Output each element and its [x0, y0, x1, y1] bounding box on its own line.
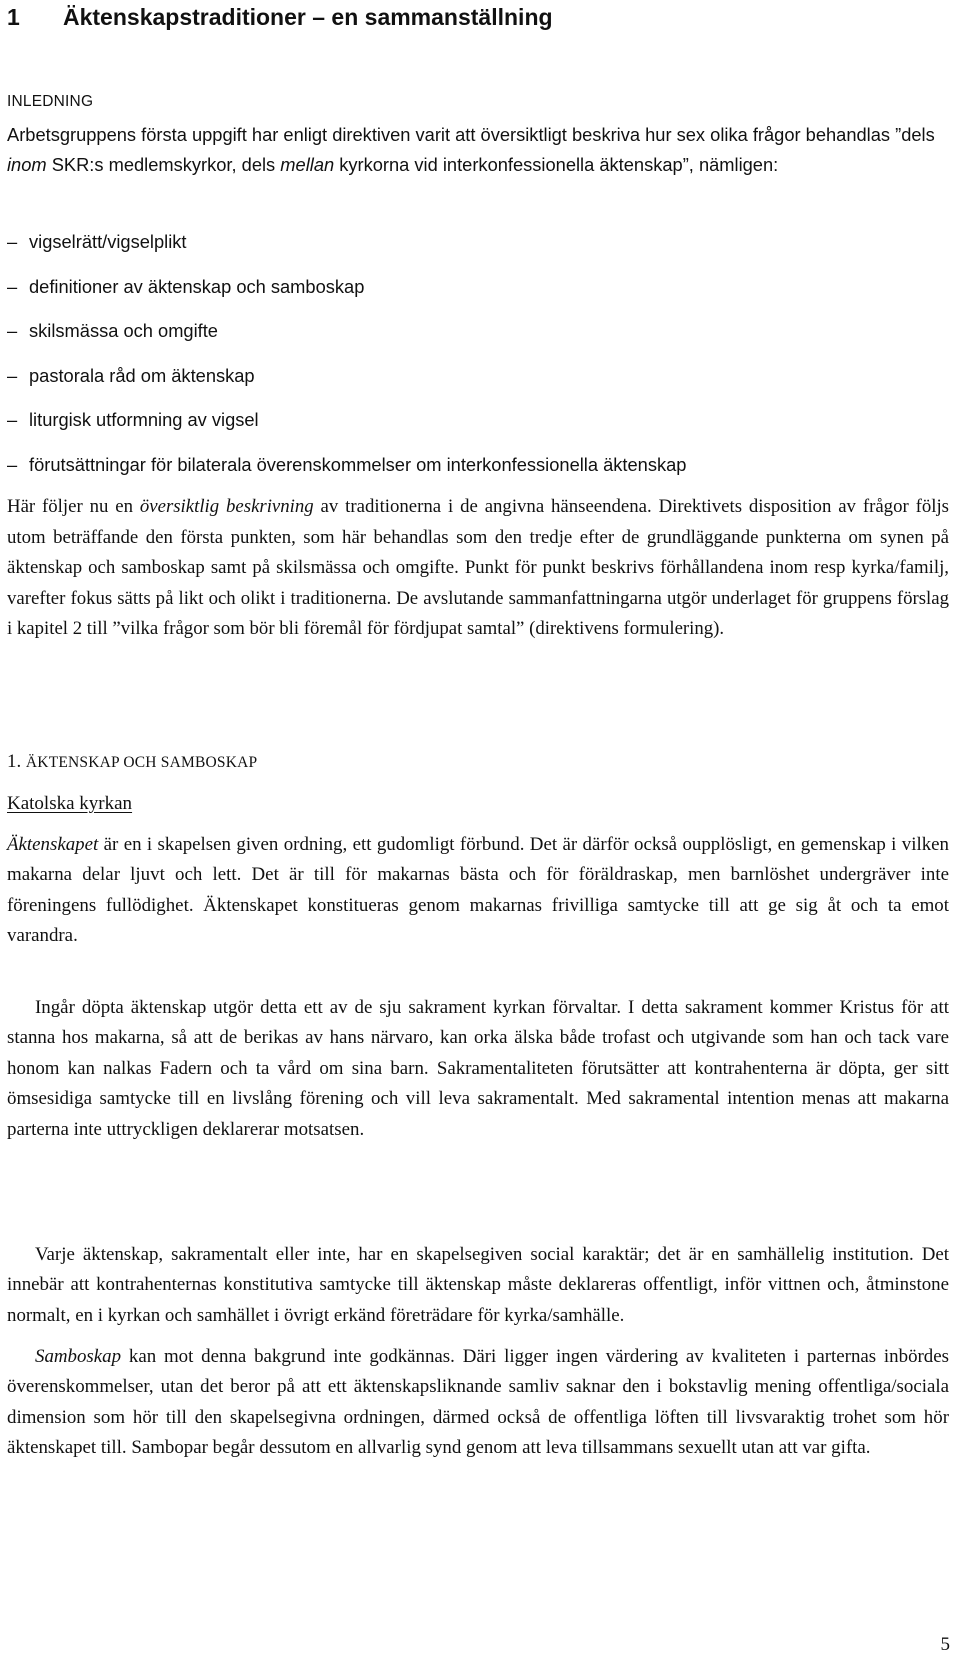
list-item [7, 450, 686, 495]
intro-text-1: Arbetsgruppens första uppgift har enligt direktiven varit att översiktligt beskriva hur sex olika frågor behandlas ”dels [7, 124, 935, 145]
section-number: 1. [7, 751, 22, 772]
intro-emphasis-inom: inom [7, 153, 47, 175]
dash-bullet: – [7, 453, 18, 475]
list-item [7, 272, 686, 317]
page-number: 5 [940, 1634, 950, 1655]
paragraph-text: är en i skapelsen given ordning, ett gudomligt förbund. Det är därför också oupplösligt, en gemenskap i vilken makarna delar ljuvt och lett. Det är till för makarnas bästa och för föräldraskap, men barnlöshet undergräver inte föreningens fullödighet. Äktenskapet konstitueras genom makarnas frivilliga samtycke till att ge sig åt och ta emot varandra. [7, 834, 949, 947]
term-aktenskapet: Äktenskapet [7, 834, 99, 855]
section-heading [7, 748, 257, 777]
list-item [7, 405, 686, 450]
description-paragraph [7, 492, 949, 645]
list-item [7, 316, 686, 361]
chapter-title-text: Äktenskapstraditioner – en sammanställning [63, 4, 553, 30]
intro-text-3: kyrkorna vid interkonfessionella äktenskap”, nämligen: [334, 153, 779, 175]
list-item-text: skilsmässa och omgifte [29, 320, 218, 342]
paragraph-aktenskapet [7, 830, 949, 952]
dash-bullet: – [7, 364, 18, 386]
list-item-text: pastorala råd om äktenskap [29, 364, 255, 386]
paragraph-text: kan mot denna bakgrund inte godkännas. Däri ligger ingen värdering av kvaliteten i parternas inbördes överenskommelser, utan det beror på att ett äktenskapsliknande samliv saknar den i bokstavlig mening offentliga/sociala dimension som hör till den skapelsegivna ordningen, därmed också de offentliga löften till livsvaraktig trohet som hör äktenskapet till. Sambopar begår dessutom en allvarlig synd genom att leva tillsammans sexuellt utan att var gifta. [7, 1346, 949, 1459]
description-text-rest: av traditionerna i de angivna hänseendena. Direktivets disposition av frågor följs utom beträffande den första punkten, som här behandlas som den tredje efter de grundläggande punkterna om synen på äktenskap och samboskap samt på skilsmässa och omgifte. Punkt för punkt beskrivs förhållandena inom resp kyrka/familj, varefter fokus sätts på likt och olikt i traditionerna. De avslutande sammanfattningarna utgör underlaget för gruppens förslag i kapitel 2 till ”vilka frågor som bör bli föremål för fördjupat samtal” (direktivens formulering). [7, 496, 949, 640]
term-samboskap: Samboskap [35, 1346, 122, 1367]
section-title: ÄKTENSKAP OCH SAMBOSKAP [25, 754, 258, 771]
dash-bullet: – [7, 231, 18, 252]
dash-bullet: – [7, 409, 18, 431]
list-item-text: liturgisk utformning av vigsel [29, 409, 259, 431]
list-item [7, 361, 686, 406]
intro-text-2: SKR:s medlemskyrkor, dels [46, 153, 281, 175]
chapter-number: 1 [7, 4, 20, 30]
paragraph-social-karaktar: Varje äktenskap, sakramentalt eller inte, har en skapelsegiven social karaktär; det är en samhällelig institution. Det innebär att kontrahenternas konstitutiva samtycke till äktenskap måste deklareras offentligt, inför vittnen och, åtminstone normalt, en i kyrkan och samhället i övrigt erkänd företrädare för kyrka/samhälle. [7, 1244, 949, 1326]
paragraph-sakrament: Ingår döpta äktenskap utgör detta ett av de sju sakrament kyrkan förvaltar. I detta sakrament kommer Kristus för att stanna hos makarna, så att de berikas av hans närvaro, kan orka älska både trofast och utgivande som han och tack vare honom kan nalkas Fadern och ta vård om sina barn. Sakramentaliteten förutsätter att kontrahenterna är döpta, ger sitt ömsesidiga samtycke till en livslång förening och vill leva sakramentalt. Med sakramental intention menas att makarna parterna inte uttryckligen deklarerar motsatsen. [7, 997, 949, 1140]
subsection-heading: Katolska kyrkan [7, 793, 133, 814]
intro-paragraph [7, 120, 947, 179]
list-item-text: förutsättningar för bilaterala överenskommelser om interkonfessionella äktenskap [29, 453, 687, 475]
list-item-text: definitioner av äktenskap och samboskap [29, 275, 365, 297]
paragraph-samboskap [7, 1342, 949, 1464]
dash-bullet: – [7, 275, 18, 297]
description-text-start: Här följer nu en [7, 496, 140, 517]
intro-heading: INLEDNING [7, 93, 94, 110]
topic-list [7, 227, 686, 495]
chapter-title [7, 2, 553, 32]
description-emphasis: översiktlig beskrivning [139, 496, 314, 517]
dash-bullet: – [7, 320, 18, 342]
intro-emphasis-mellan: mellan [280, 153, 335, 175]
list-item-text: vigselrätt/vigselplikt [29, 231, 187, 252]
list-item [7, 227, 686, 272]
